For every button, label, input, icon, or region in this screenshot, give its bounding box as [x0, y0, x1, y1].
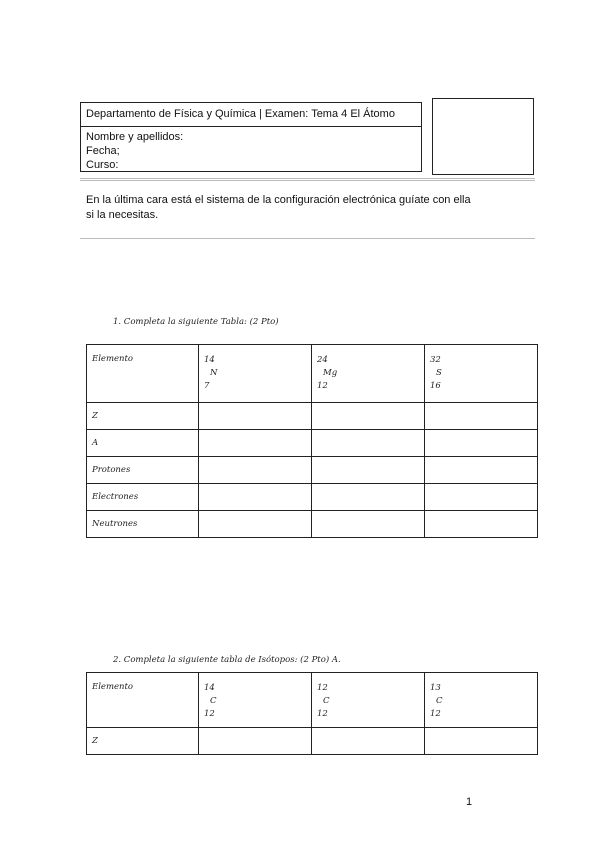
intro-line-2: si la necesitas.: [86, 209, 159, 221]
answer-cell[interactable]: [312, 728, 425, 755]
answer-cell[interactable]: [425, 430, 538, 457]
question-2-table: [86, 672, 538, 755]
divider: [80, 178, 535, 181]
nuclide-cell: [312, 673, 425, 728]
answer-cell[interactable]: [312, 430, 425, 457]
mass-number: 12: [317, 683, 328, 693]
nuclide-cell: [199, 345, 312, 403]
answer-cell[interactable]: [312, 484, 425, 511]
table-row: [87, 457, 538, 484]
atomic-number: 12: [317, 709, 328, 719]
table-header-row: [87, 345, 538, 403]
element-header: Elemento: [87, 673, 199, 728]
table-row: [87, 484, 538, 511]
page-number: 1: [466, 796, 473, 808]
answer-cell[interactable]: [425, 403, 538, 430]
exam-title: Departamento de Física y Química | Examen: Tema 4 El Átomo: [81, 103, 421, 127]
answer-cell[interactable]: [199, 430, 312, 457]
row-label: Electrones: [87, 484, 199, 511]
atomic-number: 16: [430, 381, 441, 391]
mass-number: 14: [204, 683, 215, 693]
row-label: Neutrones: [87, 511, 199, 538]
nuclide-cell: [425, 345, 538, 403]
table-row: [87, 511, 538, 538]
nuclide-cell: [199, 673, 312, 728]
student-fields: [81, 127, 421, 172]
grade-box[interactable]: [432, 98, 534, 175]
exam-header: [80, 102, 422, 172]
question-1-prompt: 1. Completa la siguiente Tabla: (2 Pto): [113, 317, 279, 327]
element-header: Elemento: [87, 345, 199, 403]
mass-number: 13: [430, 683, 441, 693]
row-label: Protones: [87, 457, 199, 484]
answer-cell[interactable]: [199, 403, 312, 430]
divider: [80, 238, 535, 239]
table-header-row: [87, 673, 538, 728]
table-row: [87, 728, 538, 755]
answer-cell[interactable]: [425, 484, 538, 511]
date-label[interactable]: Fecha;: [86, 145, 120, 157]
course-label[interactable]: Curso:: [86, 159, 119, 171]
answer-cell[interactable]: [199, 484, 312, 511]
answer-cell[interactable]: [199, 457, 312, 484]
atomic-number: 7: [204, 381, 210, 391]
row-label: A: [87, 430, 199, 457]
answer-cell[interactable]: [312, 403, 425, 430]
answer-cell[interactable]: [425, 728, 538, 755]
question-1-table: [86, 344, 538, 538]
atomic-number: 12: [317, 381, 328, 391]
element-symbol: C: [210, 696, 217, 706]
mass-number: 14: [204, 355, 215, 365]
mass-number: 24: [317, 355, 328, 365]
answer-cell[interactable]: [199, 728, 312, 755]
atomic-number: 12: [430, 709, 441, 719]
answer-cell[interactable]: [425, 511, 538, 538]
nuclide-cell: [425, 673, 538, 728]
question-2-prompt: 2. Completa la siguiente tabla de Isótopos: (2 Pto) A.: [113, 655, 341, 665]
answer-cell[interactable]: [199, 511, 312, 538]
nuclide-cell: [312, 345, 425, 403]
element-symbol: C: [436, 696, 443, 706]
name-label[interactable]: Nombre y apellidos:: [86, 131, 184, 143]
element-symbol: N: [210, 368, 218, 378]
row-label: Z: [87, 728, 199, 755]
row-label: Z: [87, 403, 199, 430]
element-symbol: Mg: [323, 368, 338, 378]
element-symbol: C: [323, 696, 330, 706]
answer-cell[interactable]: [425, 457, 538, 484]
atomic-number: 12: [204, 709, 215, 719]
element-symbol: S: [436, 368, 442, 378]
table-row: [87, 430, 538, 457]
answer-cell[interactable]: [312, 457, 425, 484]
table-row: [87, 403, 538, 430]
answer-cell[interactable]: [312, 511, 425, 538]
intro-text: [86, 193, 526, 223]
intro-line-1: En la última cara está el sistema de la configuración electrónica guíate con ella: [86, 194, 471, 206]
mass-number: 32: [430, 355, 441, 365]
